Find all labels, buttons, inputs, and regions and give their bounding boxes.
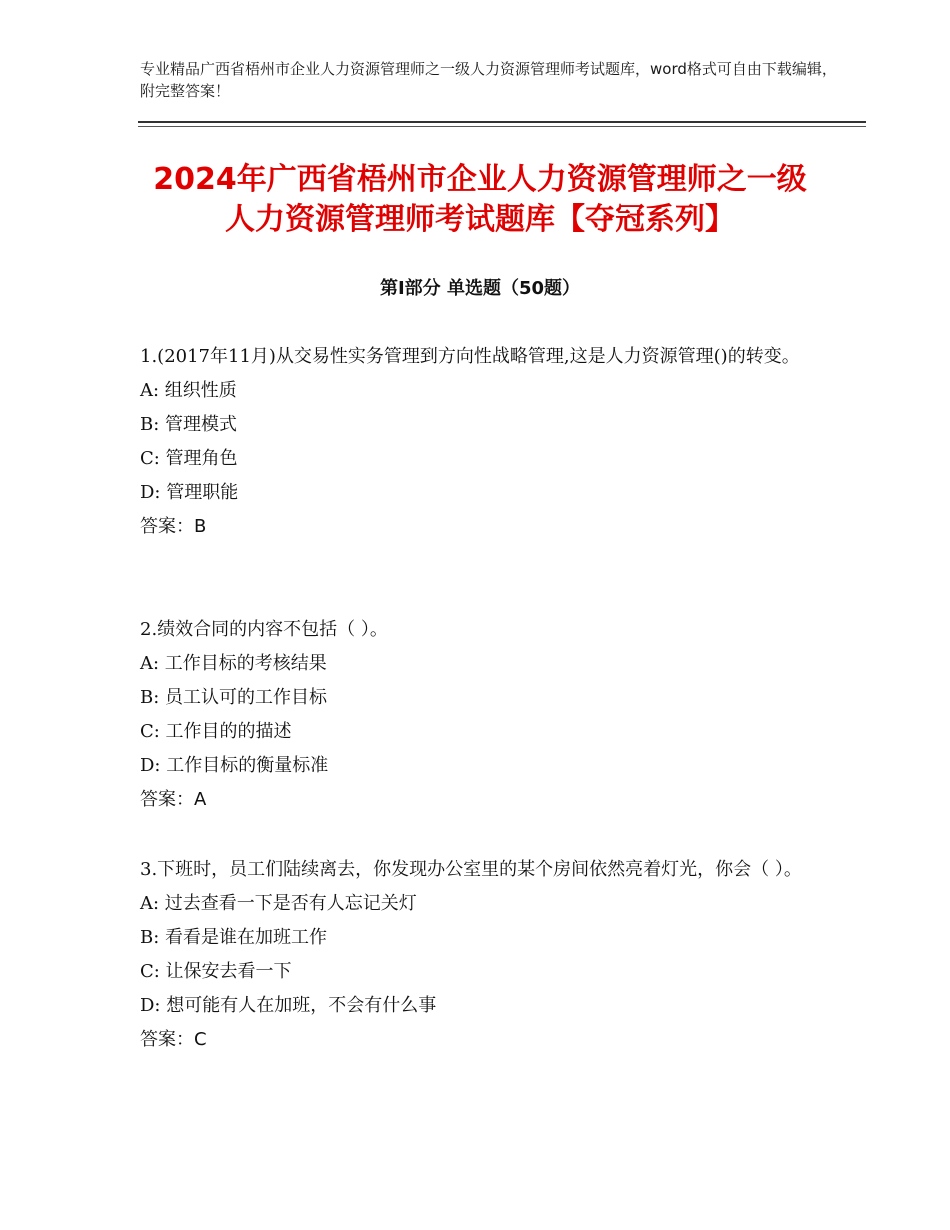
document-title: 2024年广西省梧州市企业人力资源管理师之一级人力资源管理师考试题库【夺冠系列】 bbox=[153, 162, 807, 237]
question-3 bbox=[140, 853, 830, 1057]
section-title: 第Ⅰ部分 单选题（50题） bbox=[379, 278, 580, 299]
question-1 bbox=[140, 340, 830, 544]
question-2 bbox=[140, 613, 830, 817]
question-stem: 1.(2017年11月)从交易性实务管理到方向性战略管理,这是人力资源管理()的转变。 bbox=[140, 346, 800, 367]
option-b: B: 看看是谁在加班工作 bbox=[140, 927, 328, 948]
answer: 答案：A bbox=[140, 789, 207, 810]
option-c: C: 工作目的的描述 bbox=[140, 721, 292, 742]
header-divider bbox=[138, 121, 866, 123]
option-a: A: 组织性质 bbox=[140, 380, 237, 401]
option-b: B: 管理模式 bbox=[140, 414, 238, 435]
option-d: D: 工作目标的衡量标准 bbox=[140, 755, 329, 776]
option-d: D: 想可能有人在加班，不会有什么事 bbox=[140, 995, 437, 1016]
option-c: C: 管理角色 bbox=[140, 448, 238, 469]
option-a: A: 工作目标的考核结果 bbox=[140, 653, 327, 674]
answer: 答案：C bbox=[140, 1029, 207, 1050]
question-stem: 2.绩效合同的内容不包括（ ）。 bbox=[140, 619, 388, 640]
header-note: 专业精品广西省梧州市企业人力资源管理师之一级人力资源管理师考试题库，word格式可自由下载编辑，附完整答案！ bbox=[140, 60, 837, 100]
answer: 答案：B bbox=[140, 516, 207, 537]
header-divider-thin bbox=[138, 126, 866, 127]
option-b: B: 员工认可的工作目标 bbox=[140, 687, 328, 708]
option-a: A: 过去查看一下是否有人忘记关灯 bbox=[140, 893, 417, 914]
question-stem: 3.下班时，员工们陆续离去，你发现办公室里的某个房间依然亮着灯光，你会（ ）。 bbox=[140, 859, 802, 880]
option-c: C: 让保安去看一下 bbox=[140, 961, 292, 982]
option-d: D: 管理职能 bbox=[140, 482, 239, 503]
